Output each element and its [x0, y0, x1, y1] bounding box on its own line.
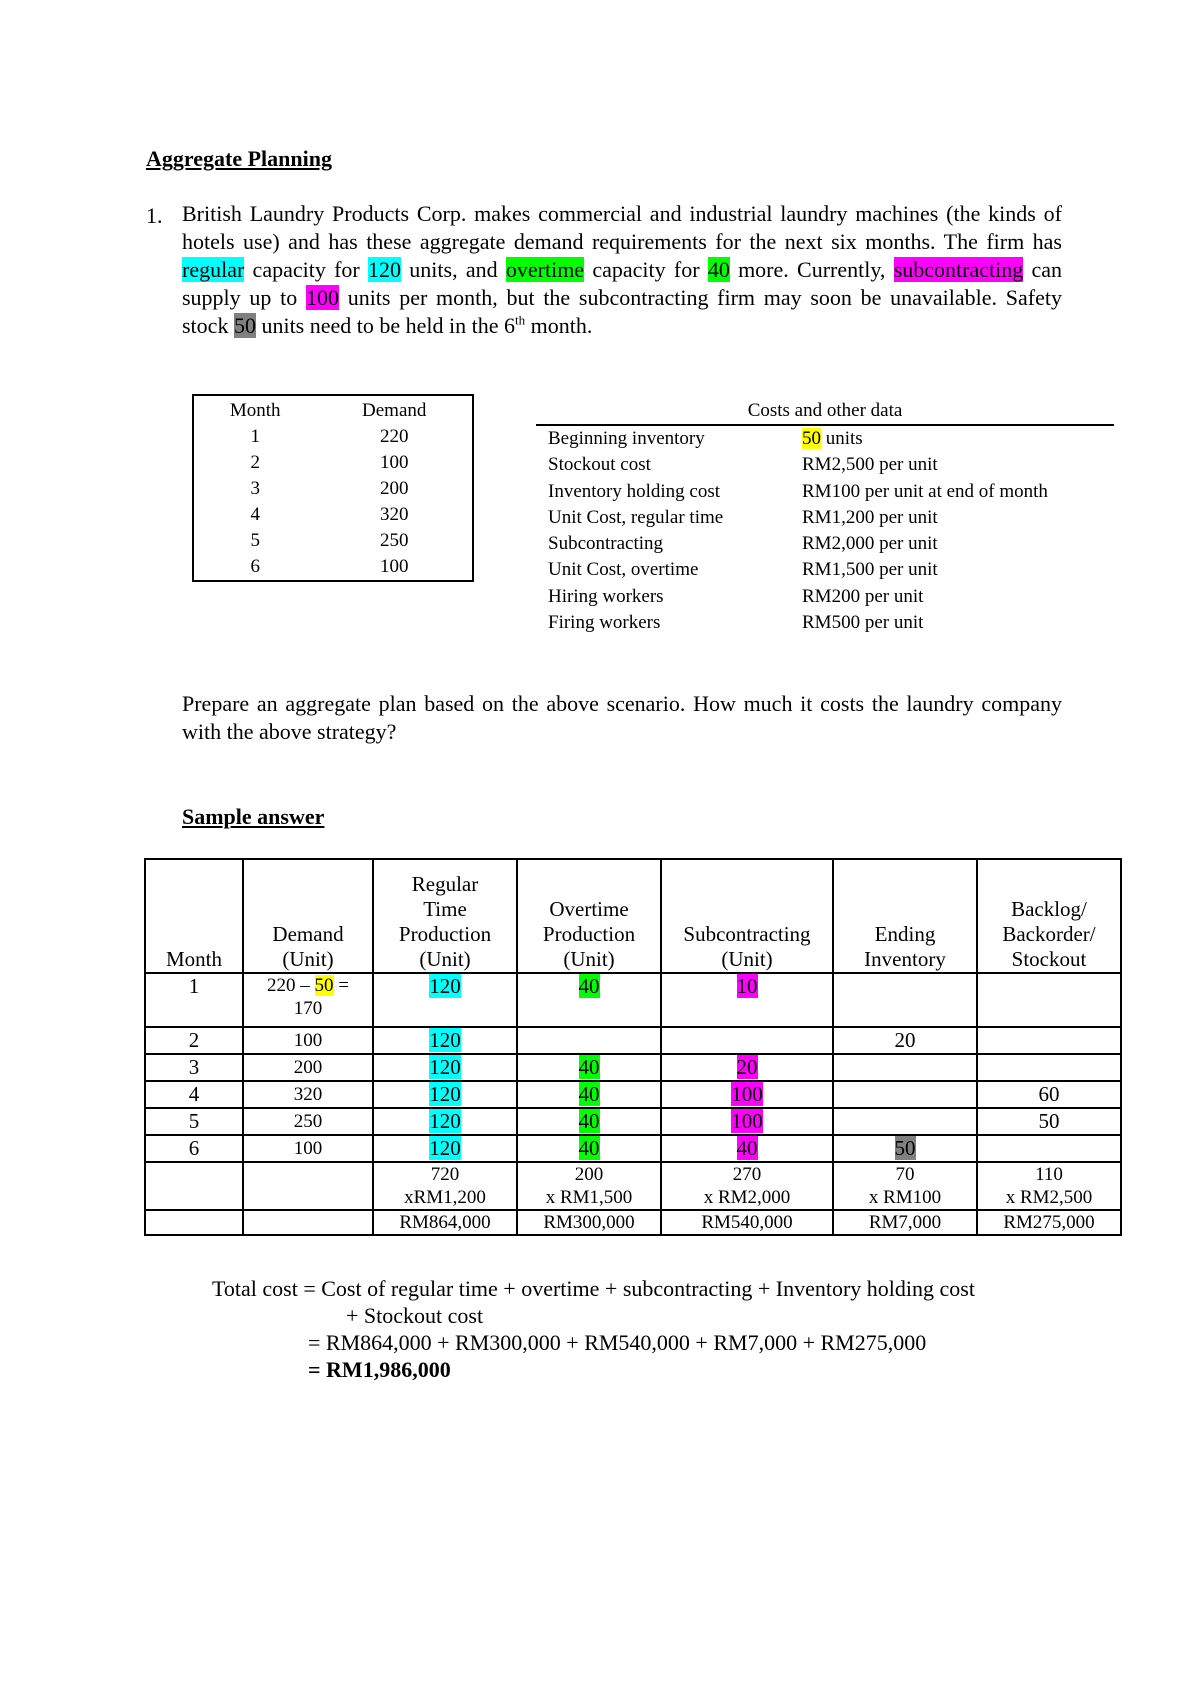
total-cost-line2: + Stockout cost [346, 1303, 484, 1328]
demand-value-cell: 220 [379, 426, 409, 447]
empty-cell [145, 1210, 243, 1235]
answer-row [145, 1027, 1121, 1054]
demand-row [194, 476, 472, 502]
answer-cost-cell: RM275,000 [977, 1210, 1121, 1235]
cost-value-text: RM100 per unit at end of month [802, 480, 1048, 502]
answer-backlog [977, 973, 1121, 1027]
beginning-inventory-highlight: 50 [314, 975, 334, 996]
total-rate: x RM2,000 [703, 1187, 791, 1208]
question-text-part: British Laundry Products Corp. makes commercial and industrial laundry machines (the kinds of hotels use) and has these aggregate demand requirements for the next six months. The firm has [182, 201, 1062, 254]
total-rate: xRM1,200 [404, 1187, 486, 1208]
demand-row [194, 554, 472, 580]
answer-header-ending-inventory: Ending Inventory [833, 859, 977, 973]
answer-ot-cell [517, 1108, 661, 1135]
demand-header-month: Month [229, 400, 281, 421]
subcontracting-highlight: subcontracting [893, 257, 1024, 282]
answer-sub-value: 20 [736, 1055, 758, 1079]
answer-total-cell [517, 1162, 661, 1210]
answer-ot-cell [517, 1054, 661, 1081]
demand-calc-part: = [333, 975, 349, 996]
cost-value [802, 505, 1114, 531]
answer-total-cell [977, 1162, 1121, 1210]
total-cost-line3: = RM864,000 + RM300,000 + RM540,000 + RM7,000 + RM275,000 [308, 1330, 927, 1355]
regular-capacity-highlight: 120 [368, 257, 402, 282]
answer-sub-value: 100 [731, 1082, 763, 1106]
answer-row [145, 1081, 1121, 1108]
safety-stock-highlight: 50 [233, 313, 256, 338]
cost-value [802, 479, 1114, 505]
total-rate: x RM2,500 [1005, 1187, 1093, 1208]
cost-label: Subcontracting [548, 533, 664, 555]
answer-row [145, 1108, 1121, 1135]
subcontracting-value: 10 [736, 974, 758, 998]
answer-header-subcontracting: Subcontracting (Unit) [661, 859, 833, 973]
question-text-part: month. [525, 313, 593, 338]
demand-row [194, 528, 472, 554]
answer-overtime [517, 973, 661, 1027]
cost-value-text: RM2,000 per unit [802, 533, 938, 555]
answer-header-overtime: Overtime Production (Unit) [517, 859, 661, 973]
question-text-part: units per month, but the subcontracting firm may soon be unavailable. Safety stock [182, 285, 1062, 338]
answer-reg-cell [373, 1027, 517, 1054]
answer-reg-cell [373, 1081, 517, 1108]
answer-cost-cell: RM864,000 [373, 1210, 517, 1235]
demand-header-demand: Demand [362, 400, 427, 421]
answer-reg-cell [373, 1108, 517, 1135]
answer-reg-cell [373, 1054, 517, 1081]
prepare-question: Prepare an aggregate plan based on the above scenario. How much it costs the laundry company with the above strategy? [182, 691, 1062, 744]
answer-ot-cell [517, 1027, 661, 1054]
question-text [182, 200, 1062, 340]
total-quantity: 720 [430, 1164, 460, 1185]
cost-row [536, 610, 1114, 636]
empty-cell [243, 1162, 373, 1210]
answer-subcontracting [661, 973, 833, 1027]
answer-reg-value: 120 [429, 1136, 461, 1160]
answer-reg-value: 120 [429, 1055, 461, 1079]
answer-demand-cell: 200 [243, 1054, 373, 1081]
answer-back-cell: 50 [977, 1108, 1121, 1135]
demand-value-cell: 320 [379, 504, 409, 525]
cost-row [536, 557, 1114, 583]
cost-value-text: RM2,500 per unit [802, 454, 938, 476]
cost-row [536, 505, 1114, 531]
total-cost-result: = RM1,986,000 [308, 1357, 451, 1382]
answer-sub-cell [661, 1027, 833, 1054]
cost-label: Stockout cost [548, 454, 651, 476]
answer-cost-cell: RM540,000 [661, 1210, 833, 1235]
total-rate: x RM100 [868, 1187, 942, 1208]
answer-total-cell [661, 1162, 833, 1210]
costs-table [536, 398, 1114, 636]
question-text-part: units, and [401, 257, 506, 282]
demand-row [194, 450, 472, 476]
answer-cost-cell: RM300,000 [517, 1210, 661, 1235]
answer-inventory [833, 973, 977, 1027]
total-rate: x RM1,500 [545, 1187, 633, 1208]
total-cost-line1: Total cost = Cost of regular time + overtime + subcontracting + Inventory holding cost [212, 1276, 975, 1301]
demand-month-cell: 1 [250, 426, 260, 447]
demand-table [192, 394, 474, 582]
demand-calc-part: 220 – [267, 975, 315, 996]
answer-month-cell: 3 [145, 1054, 243, 1081]
answer-sub-cell [661, 1054, 833, 1081]
demand-calc-result: 170 [293, 998, 323, 1019]
subcontracting-capacity-highlight: 100 [305, 285, 339, 310]
demand-row [194, 424, 472, 450]
sample-answer-heading: Sample answer [182, 804, 325, 829]
question-text-part: more. Currently, [729, 257, 894, 282]
answer-demand-cell: 100 [243, 1027, 373, 1054]
cost-label: Unit Cost, overtime [548, 559, 699, 581]
answer-demand-calc [243, 973, 373, 1027]
answer-inv-cell [833, 1108, 977, 1135]
answer-header-regular-time: Regular Time Production (Unit) [373, 859, 517, 973]
answer-ot-value: 40 [578, 1136, 600, 1160]
cost-label: Hiring workers [548, 585, 664, 607]
total-quantity: 110 [1035, 1164, 1063, 1185]
answer-reg-value: 120 [429, 1028, 461, 1052]
total-quantity: 200 [574, 1164, 604, 1185]
cost-value-text: RM1,500 per unit [802, 559, 938, 581]
question-text-part: can supply up to [182, 257, 1063, 310]
answer-back-cell: 60 [977, 1081, 1121, 1108]
answer-totals-row [145, 1162, 1121, 1210]
answer-header-month: Month [145, 859, 243, 973]
answer-sub-cell [661, 1081, 833, 1108]
answer-ot-value: 40 [578, 1109, 600, 1133]
cost-row [536, 479, 1114, 505]
answer-back-cell [977, 1135, 1121, 1162]
overtime-value: 40 [578, 974, 600, 998]
answer-reg-value: 120 [429, 1082, 461, 1106]
answer-header-demand: Demand (Unit) [243, 859, 373, 973]
cost-value-text: RM200 per unit [802, 585, 924, 607]
question-text-part: capacity for [584, 257, 708, 282]
answer-costs-row [145, 1210, 1121, 1235]
question-text-part: units need to be held in the 6 [255, 313, 516, 338]
question-text-part: capacity for [244, 257, 369, 282]
answer-inv-cell [833, 1054, 977, 1081]
cost-row [536, 531, 1114, 557]
overtime-highlight: overtime [505, 257, 585, 282]
total-quantity: 70 [895, 1164, 915, 1185]
ordinal-suffix: th [515, 312, 526, 328]
answer-cost-cell: RM7,000 [833, 1210, 977, 1235]
cost-label: Unit Cost, regular time [548, 506, 724, 528]
cost-label: Inventory holding cost [548, 480, 721, 502]
answer-ot-cell [517, 1135, 661, 1162]
answer-total-cell [373, 1162, 517, 1210]
cost-row [536, 584, 1114, 610]
answer-total-cell [833, 1162, 977, 1210]
empty-cell [145, 1162, 243, 1210]
answer-month-cell: 4 [145, 1081, 243, 1108]
answer-row [145, 1054, 1121, 1081]
answer-back-cell [977, 1054, 1121, 1081]
answer-ot-value: 40 [578, 1082, 600, 1106]
page-title: Aggregate Planning [146, 146, 332, 171]
demand-month-cell: 6 [250, 556, 260, 577]
cost-label: Firing workers [548, 612, 661, 634]
beginning-inventory-value-highlight: 50 [802, 428, 821, 449]
demand-value-cell: 100 [379, 556, 409, 577]
cost-value [802, 584, 1114, 610]
regular-value: 120 [429, 974, 461, 998]
answer-inv-cell: 20 [833, 1027, 977, 1054]
cost-value [802, 557, 1114, 583]
total-quantity: 270 [732, 1164, 762, 1185]
answer-table [144, 858, 1122, 1236]
cost-row [536, 426, 1114, 452]
demand-value-cell: 200 [379, 478, 409, 499]
answer-reg-cell [373, 1135, 517, 1162]
answer-reg-value: 120 [429, 1109, 461, 1133]
costs-title: Costs and other data [536, 398, 1114, 426]
answer-month-cell: 6 [145, 1135, 243, 1162]
cost-value-text: RM500 per unit [802, 612, 924, 634]
demand-value-cell: 250 [379, 530, 409, 551]
regular-highlight: regular [182, 257, 245, 282]
answer-sub-value: 100 [731, 1109, 763, 1133]
demand-month-cell: 3 [250, 478, 260, 499]
empty-cell [243, 1210, 373, 1235]
demand-month-cell: 2 [250, 452, 260, 473]
answer-sub-cell [661, 1108, 833, 1135]
cost-value [802, 610, 1114, 636]
demand-month-cell: 4 [250, 504, 260, 525]
overtime-capacity-highlight: 40 [707, 257, 730, 282]
demand-value-cell: 100 [379, 452, 409, 473]
answer-inv-cell [833, 1081, 977, 1108]
answer-back-cell [977, 1027, 1121, 1054]
answer-month: 1 [145, 973, 243, 1027]
answer-month-cell: 5 [145, 1108, 243, 1135]
answer-inv-cell [833, 1135, 977, 1162]
answer-header-backlog: Backlog/ Backorder/ Stockout [977, 859, 1121, 973]
cost-value-text: units [821, 428, 863, 449]
cost-value-text: RM1,200 per unit [802, 506, 938, 528]
cost-label: Beginning inventory [548, 428, 705, 449]
answer-ot-value: 40 [578, 1055, 600, 1079]
question-number: 1. [146, 203, 163, 228]
answer-demand-cell: 320 [243, 1081, 373, 1108]
cost-row [536, 452, 1114, 478]
answer-demand-cell: 250 [243, 1108, 373, 1135]
answer-ot-cell [517, 1081, 661, 1108]
answer-regular [373, 973, 517, 1027]
cost-value [802, 426, 1114, 452]
cost-value [802, 531, 1114, 557]
cost-value [802, 452, 1114, 478]
demand-row [194, 502, 472, 528]
answer-demand-cell: 100 [243, 1135, 373, 1162]
answer-month-cell: 2 [145, 1027, 243, 1054]
answer-sub-value: 40 [736, 1136, 758, 1160]
answer-sub-cell [661, 1135, 833, 1162]
answer-inv-value: 50 [894, 1136, 916, 1160]
answer-row [145, 1135, 1121, 1162]
demand-month-cell: 5 [250, 530, 260, 551]
